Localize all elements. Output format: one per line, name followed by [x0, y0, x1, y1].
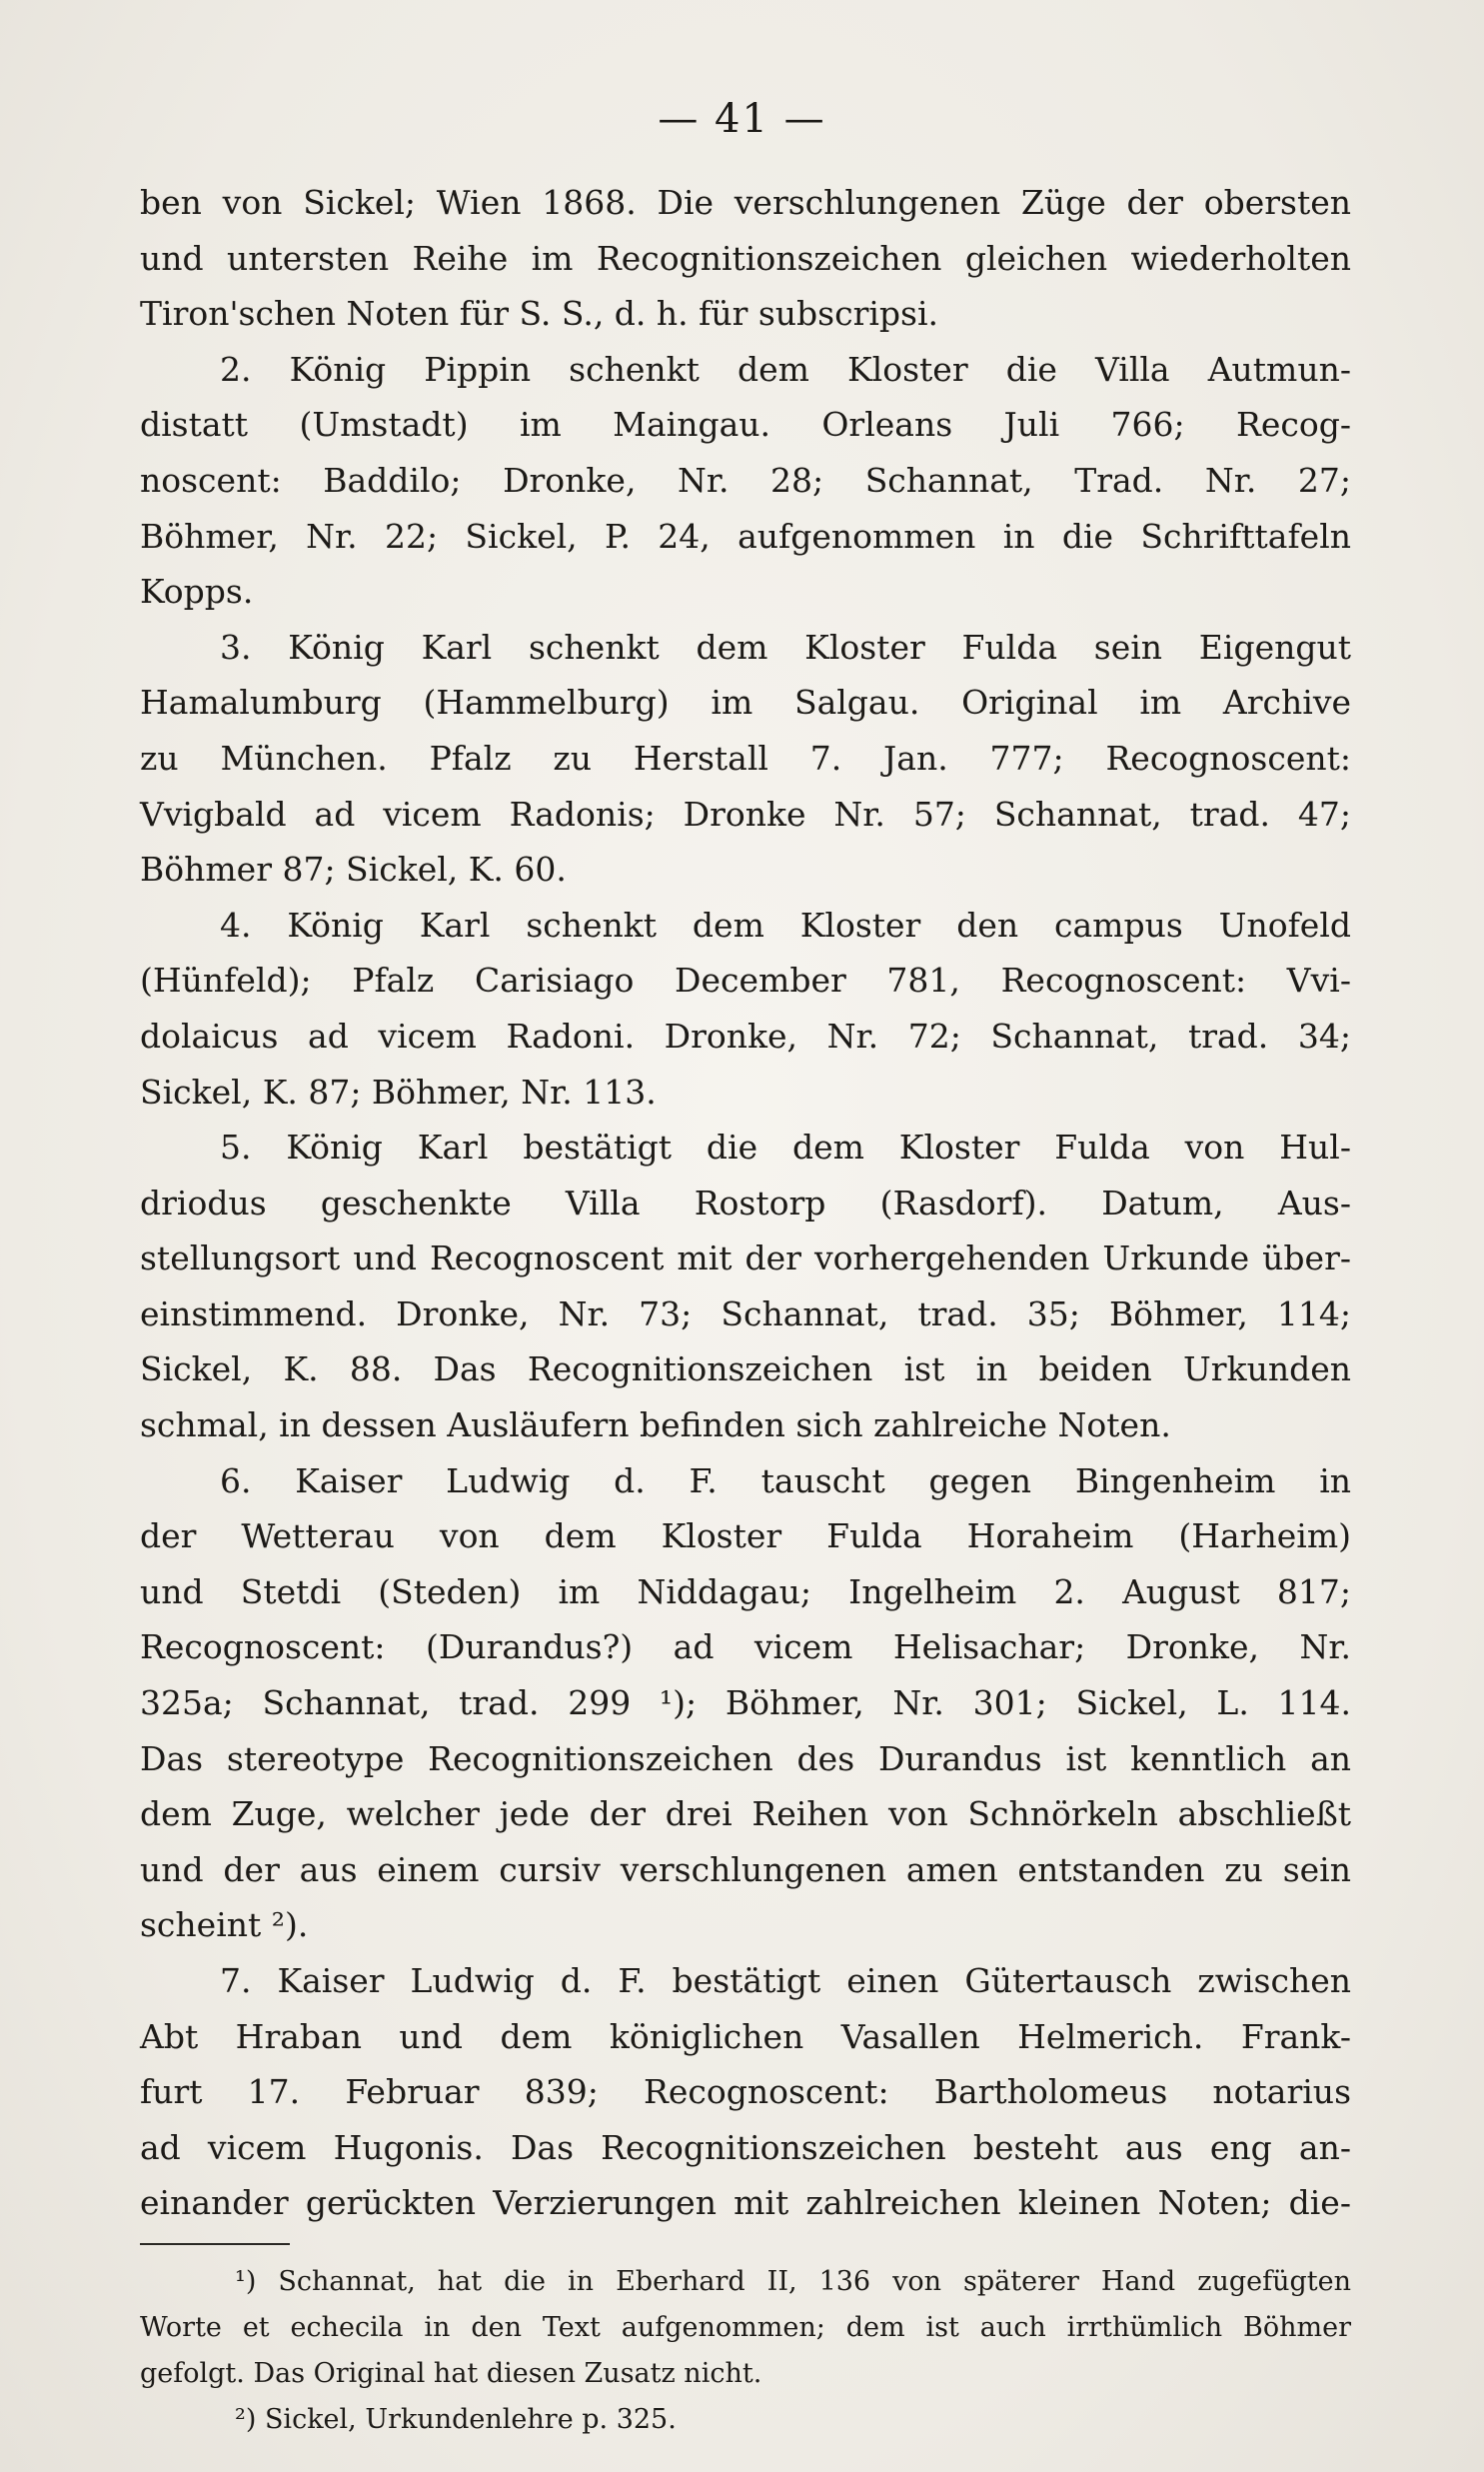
text-line: Böhmer 87; Sickel, K. 60. — [140, 850, 567, 890]
text-line: Sickel, K. 87; Böhmer, Nr. 113. — [140, 1072, 657, 1112]
text-line: einstimmend. Dronke, Nr. 73; Schannat, trad. 35; Böhmer, 114; — [140, 1293, 1351, 1333]
text-line: ben von Sickel; Wien 1868. Die verschlungenen Züge der obersten — [140, 183, 1351, 222]
text-line: driodus geschenkte Villa Rostorp (Rasdorf). Datum, Aus- — [140, 1183, 1351, 1223]
text-line: 5. König Karl bestätigt die dem Kloster Fulda von Hul- — [220, 1128, 1351, 1168]
footnote-line: ²) Sickel, Urkundenlehre p. 325. — [235, 2403, 677, 2435]
footnote-separator — [140, 2243, 290, 2245]
paragraph-lines — [140, 175, 1351, 2231]
text-line: Hamalumburg (Hammelburg) im Salgau. Original im Archive — [140, 683, 1351, 723]
text-line: stellungsort und Recognoscent mit der vorhergehenden Urkunde über- — [140, 1238, 1351, 1278]
text-line: dem Zuge, welcher jede der drei Reihen von Schnörkeln abschließt — [140, 1794, 1351, 1834]
text-line: Böhmer, Nr. 22; Sickel, P. 24, aufgenommen in die Schrifttafeln — [140, 516, 1351, 556]
text-line: Tiron'schen Noten für S. S., d. h. für subscripsi. — [140, 294, 939, 334]
text-line: scheint ²). — [140, 1905, 309, 1945]
text-line: zu München. Pfalz zu Herstall 7. Jan. 777; Recognoscent: — [140, 738, 1351, 778]
text-line: noscent: Baddilo; Dronke, Nr. 28; Schannat, Trad. Nr. 27; — [140, 460, 1351, 500]
text-line: ad vicem Hugonis. Das Recognitionszeichen besteht aus eng an- — [140, 2127, 1351, 2167]
text-line: 3. König Karl schenkt dem Kloster Fulda sein Eigengut — [220, 627, 1351, 667]
text-line: und Stetdi (Steden) im Niddagau; Ingelheim 2. August 817; — [140, 1571, 1351, 1611]
text-line: einander gerückten Verzierungen mit zahlreichen kleinen Noten; die- — [140, 2183, 1351, 2223]
text-line: und untersten Reihe im Recognitionszeichen gleichen wiederholten — [140, 238, 1351, 278]
body-text — [140, 175, 1351, 2443]
text-line: Vvigbald ad vicem Radonis; Dronke Nr. 57; Schannat, trad. 47; — [140, 794, 1351, 834]
text-line: Abt Hraban und dem königlichen Vasallen Helmerich. Frank- — [140, 2016, 1351, 2056]
text-line: Recognoscent: (Durandus?) ad vicem Helisachar; Dronke, Nr. — [140, 1627, 1351, 1667]
text-line: 325a; Schannat, trad. 299 ¹); Böhmer, Nr. 301; Sickel, L. 114. — [140, 1683, 1351, 1723]
text-line: furt 17. Februar 839; Recognoscent: Bartholomeus notarius — [140, 2072, 1351, 2112]
text-line: 4. König Karl schenkt dem Kloster den campus Unofeld — [220, 905, 1351, 945]
text-line: der Wetterau von dem Kloster Fulda Horaheim (Harheim) — [140, 1516, 1351, 1556]
footnote-line: gefolgt. Das Original hat diesen Zusatz nicht. — [140, 2357, 762, 2389]
page-number-header: — 41 — — [658, 96, 826, 142]
text-line: 6. Kaiser Ludwig d. F. tauscht gegen Bingenheim in — [220, 1460, 1351, 1500]
text-line: distatt (Umstadt) im Maingau. Orleans Juli 766; Recog- — [140, 405, 1351, 445]
text-line: Sickel, K. 88. Das Recognitionszeichen ist in beiden Urkunden — [140, 1349, 1351, 1389]
text-line: Kopps. — [140, 572, 254, 612]
text-line: dolaicus ad vicem Radoni. Dronke, Nr. 72; Schannat, trad. 34; — [140, 1016, 1351, 1056]
text-line: 2. König Pippin schenkt dem Kloster die Villa Autmun- — [220, 349, 1351, 389]
text-line: und der aus einem cursiv verschlungenen amen entstanden zu sein — [140, 1849, 1351, 1889]
text-line: 7. Kaiser Ludwig d. F. bestätigt einen Gütertausch zwischen — [220, 1961, 1351, 2000]
text-line: schmal, in dessen Ausläufern befinden sich zahlreiche Noten. — [140, 1405, 1171, 1445]
footnotes — [140, 2259, 1351, 2443]
footnote-line: ¹) Schannat, hat die in Eberhard II, 136 von späterer Hand zugefügten — [235, 2265, 1351, 2297]
footnote-line: Worte et echecila in den Text aufgenommen; dem ist auch irrthümlich Böhmer — [140, 2311, 1351, 2343]
text-line: (Hünfeld); Pfalz Carisiago December 781, Recognoscent: Vvi- — [140, 961, 1351, 1001]
text-line: Das stereotype Recognitionszeichen des Durandus ist kenntlich an — [140, 1738, 1351, 1778]
